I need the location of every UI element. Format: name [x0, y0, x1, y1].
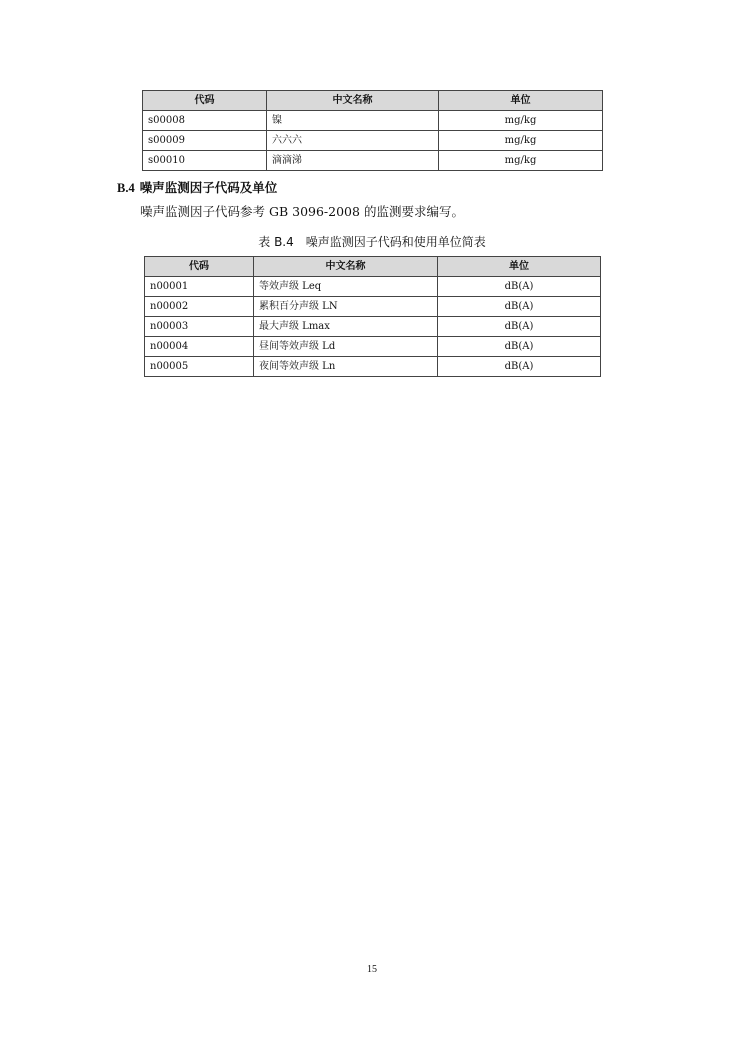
- section-number: B.4: [117, 181, 135, 195]
- column-header-name: 中文名称: [254, 257, 438, 277]
- table-row: [145, 277, 601, 297]
- unit-cell: mg/kg: [439, 151, 603, 171]
- name-cell: 昼间等效声级 Ld: [254, 337, 438, 357]
- column-header-name: 中文名称: [267, 91, 439, 111]
- table-header-row: [143, 91, 603, 111]
- table-header-row: [145, 257, 601, 277]
- pollutant-code-table: [142, 90, 603, 171]
- table-row: [143, 131, 603, 151]
- noise-code-table: [144, 256, 601, 377]
- name-cell: 夜间等效声级 Ln: [254, 357, 438, 377]
- name-cell: 最大声级 Lmax: [254, 317, 438, 337]
- code-cell: s00009: [143, 131, 267, 151]
- page-number: 15: [367, 964, 377, 975]
- column-header-unit: 单位: [438, 257, 601, 277]
- unit-cell: mg/kg: [439, 111, 603, 131]
- code-cell: n00005: [145, 357, 254, 377]
- unit-cell: dB(A): [438, 357, 601, 377]
- section-title: 噪声监测因子代码及单位: [139, 180, 278, 195]
- column-header-code: 代码: [143, 91, 267, 111]
- table-row: [143, 111, 603, 131]
- table-row: [145, 317, 601, 337]
- table-caption: 表 B.4 噪声监测因子代码和使用单位简表: [258, 235, 486, 249]
- section-heading: [117, 178, 277, 196]
- table-row: [145, 297, 601, 317]
- code-cell: n00002: [145, 297, 254, 317]
- table-row: [145, 357, 601, 377]
- table-row: [143, 151, 603, 171]
- column-header-unit: 单位: [439, 91, 603, 111]
- name-cell: 滴滴涕: [267, 151, 439, 171]
- unit-cell: dB(A): [438, 297, 601, 317]
- unit-cell: dB(A): [438, 277, 601, 297]
- name-cell: 六六六: [267, 131, 439, 151]
- unit-cell: mg/kg: [439, 131, 603, 151]
- code-cell: n00004: [145, 337, 254, 357]
- name-cell: 等效声级 Leq: [254, 277, 438, 297]
- unit-cell: dB(A): [438, 317, 601, 337]
- table-row: [145, 337, 601, 357]
- code-cell: s00008: [143, 111, 267, 131]
- unit-cell: dB(A): [438, 337, 601, 357]
- name-cell: 累积百分声级 LN: [254, 297, 438, 317]
- code-cell: s00010: [143, 151, 267, 171]
- code-cell: n00003: [145, 317, 254, 337]
- name-cell: 镍: [267, 111, 439, 131]
- section-paragraph: 噪声监测因子代码参考 GB 3096-2008 的监测要求编写。: [140, 204, 464, 219]
- column-header-code: 代码: [145, 257, 254, 277]
- code-cell: n00001: [145, 277, 254, 297]
